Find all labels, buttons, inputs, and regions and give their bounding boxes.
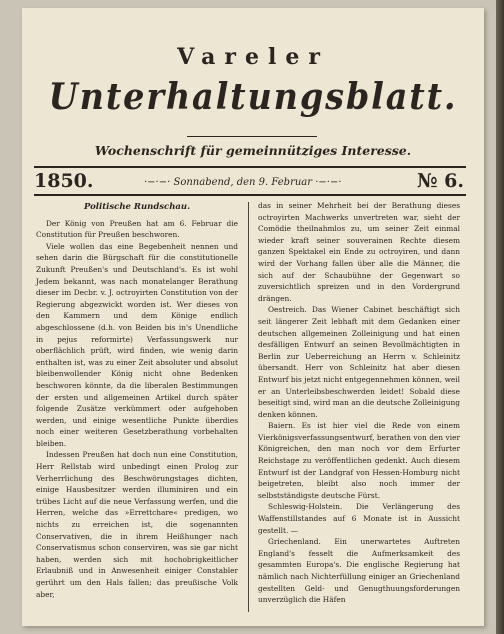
dateline — [34, 170, 466, 192]
paragraph: Schleswig-Holstein. Die Verlängerung des Waffenstillstandes auf 6 Monate ist in Aussicht gestellt. — — [258, 502, 460, 535]
paragraph: Oestreich. Das Wiener Cabinet beschäftigt sich seit längerer Zeit lebhaft mit dem Gedanken einer deutschen allgemeinen Zolleinigung und hat einen desfälligen Entwurf an seinen Bevollmächtigten in Berlin zur Ueberreichung an Herrn v. Schleinitz übersandt. Herr von Schleinitz hat aber diesen Entwurf bis jetzt nicht entgegennehmen können, weil er an Unterleibsbeschwerden leidet! Sobald diese beseitigt sind, wird man an die deutsche Zolleinigung denken können. — [258, 305, 460, 419]
paragraph: das in seiner Mehrheit bei der Berathung dieses octroyirten Machwerks unvertreten war, sieht der Comödie theilnahmlos zu, um seiner Zeit einmal wieder kraft seiner souverainen Rechte diesem ganzen Spektakel ein Ende zu octroyiren, und dann wird der Vorhang fallen über alle die Männer, die sich auf der Schaubühne der Gegenwart so zuversichtlich spreizen und in den Vordergrund drängen. — [258, 201, 460, 303]
masthead-small-title: Vareler — [177, 44, 329, 70]
right-column — [258, 200, 460, 606]
column-divider — [248, 202, 249, 612]
masthead-title: Unterhaltungsblatt. — [48, 76, 458, 118]
issue-year: 1850. — [34, 170, 94, 192]
newspaper-page — [22, 8, 484, 626]
dateline-bottom-rule — [34, 194, 466, 196]
issue-date-text: Sonnabend, den 9. Februar — [173, 177, 313, 188]
page-binding-edge — [496, 0, 504, 634]
issue-number: № 6. — [416, 170, 464, 192]
masthead-divider — [187, 136, 317, 137]
paragraph: Der König von Preußen hat am 6. Februar die Constitution für Preußen beschworen. — [36, 218, 238, 240]
paragraph: Baiern. Es ist hier viel die Rede von einem Vierkönigsverfassungsentwurf, berathen von den vier Königreichen, den man noch vor dem Erfurter Reichstage zu veröffentlichen gedenkt. Auch diesem Entwurf ist der Landgraf von Hessen-Homburg nicht beigetreten, bleibt also noch immer der selbstständigste deutsche Fürst. — [258, 421, 460, 500]
dateline-top-rule — [34, 166, 466, 168]
paragraph: Viele wollen das eine Begebenheit nennen und sehen darin die Bürgschaft für die constitutionelle Zukunft Preußen's und Deutschland's. Es ist wohl Jedem bekannt, was nach monatelanger Berathung dieser im Decbr. v. J. octroyirten Constitution von der Regierung abgezwickt worden ist. Wer dieses von den Kammern und dem Könige endlich abgeschlossene (d.h. von Beiden bis in's Unendliche in pejus reformirte) Verfassungswerk nur oberflächlich prüft, wird finden, wie wenig darin enthalten ist, was zu einer Zeit absoluter und absolut bleibenwollender König nicht ohne Bedenken beschworen könnte, da die liberalen Bestimmungen der ersten und allgemeinen Artikel durch später folgende Zusätze verkümmert oder aufgehoben werden, und einige wesentliche Punkte überdies noch einer weiteren Gesetzberathung vorbehalten bleiben. — [36, 241, 238, 448]
left-column — [36, 200, 238, 600]
section-heading: Politische Rundschau. — [83, 202, 191, 212]
issue-date: ·−·−· Sonnabend, den 9. Februar ·−·−· — [144, 177, 342, 188]
paragraph: Indessen Preußen hat doch nun eine Constitution, Herr Rellstab wird unbedingt einen Prolog zur Verherrlichung des Beschwörungstages dichten, einige Hausbesitzer werden illuminiren und ein trübes Licht auf die neue Verfassung werfen, und die Herren, welche das »Errettchare« predigen, wo nichts zu erreichen ist, die sogenannten Conservativen, die in ihrem Heißhunger nach Conservatismus schon conserviren, was sie gar nicht haben, werden sich mit hochobrigkeitlicher Erlaubniß und in Anwesenheit einiger Constabler gerührt um den Hals fallen; das preußische Volk aber, — [36, 450, 238, 599]
paragraph: Griechenland. Ein unerwartetes Auftreten England's fesselt die Aufmerksamkeit des gesammten Europa's. Die englische Regierung hat nämlich nach Nichterfüllung einiger an Griechenland gestellten Geld- und Genugthuungsforderungen unverzüglich die Häfen — [258, 537, 460, 605]
masthead-subtitle: Wochenschrift für gemeinnütziges Interesse. — [94, 143, 412, 158]
